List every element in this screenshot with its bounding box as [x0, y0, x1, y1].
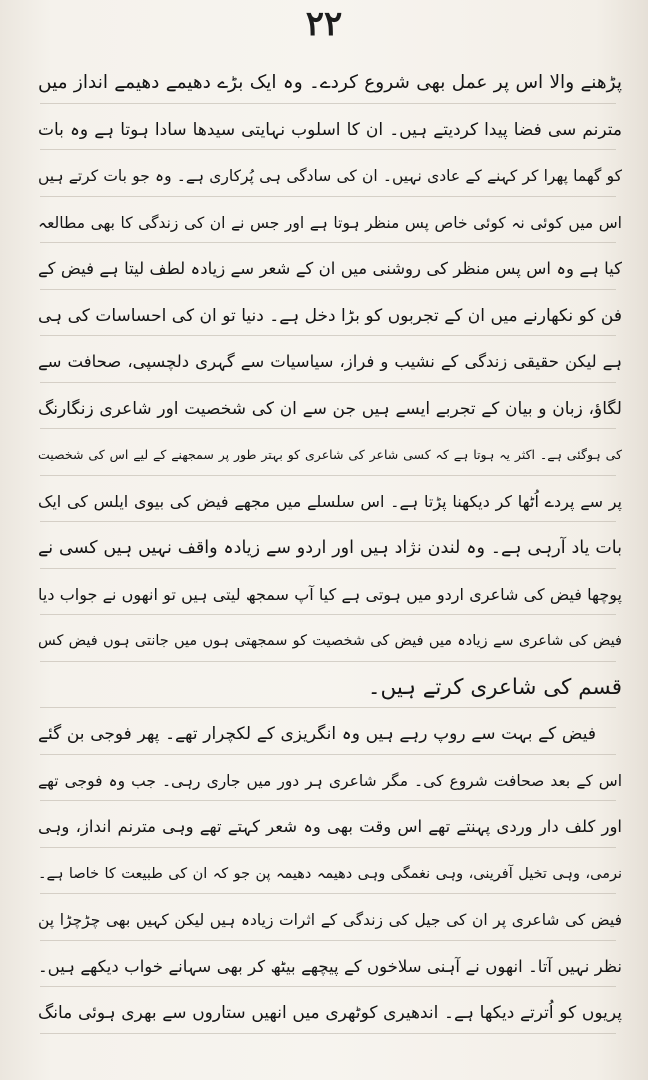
text-line-20: نظر نہیں آتا۔ انھوں نے آہنی سلاخوں کے پیچھے بیٹھ کر بھی سہانے خواب دیکھے ہیں۔ [38, 946, 622, 993]
text-line-18: نرمی، وہی تخیل آفرینی، وہی نغمگی وہی دھیمہ دھیمہ پن جو کہ ان کی طبیعت کا خاصا ہے۔ [38, 853, 622, 900]
body-text [38, 62, 622, 1039]
text-line-21: پریوں کو اُترتے دیکھا ہے۔ اندھیری کوٹھری میں انھیں ستاروں سے بھری ہوئی مانگ [38, 992, 622, 1039]
text-line-6: فن کو نکھارنے میں ان کے تجربوں کو بڑا دخل ہے۔ دنیا تو ان کی احساسات کی ہی [38, 295, 622, 342]
text-line-3: کو گھما پھرا کر کہنے کے عادی نہیں۔ ان کی سادگی ہی پُرکاری ہے۔ وہ جو بات کرتے ہیں [38, 155, 622, 202]
text-line-7: ہے لیکن حقیقی زندگی کے نشیب و فراز، سیاسیات سے گہری دلچسپی، صحافت سے [38, 341, 622, 388]
text-line-19: فیض کی شاعری پر ان کی جیل کی زندگی کے اثرات زیادہ ہیں لیکن کہیں بھی چڑچڑا پن [38, 899, 622, 946]
text-line-10: پر سے پردے اُٹھا کر دیکھنا پڑتا ہے۔ اس سلسلے میں مجھے فیض کی بیوی ایلس کی ایک [38, 481, 622, 528]
text-line-17: اور کلف دار وردی پہنتے تھے اس وقت بھی وہ شعر کہتے تھے وہی مترنم انداز، وہی [38, 806, 622, 853]
text-line-9: کی ہوگئی ہے۔ اکثر یہ ہوتا ہے کہ کسی شاعر کی شاعری کو بہتر طور پر سمجھنے کے لیے اس کی شخصیت [38, 434, 622, 481]
text-line-8: لگاؤ، زبان و بیان کے تجربے ایسے ہیں جن سے ان کی شخصیت اور شاعری زنگارنگ [38, 388, 622, 435]
text-line-2: مترنم سی فضا پیدا کردیتے ہیں۔ ان کا اسلوب نہایتی سیدھا سادا ہوتا ہے وہ بات [38, 109, 622, 156]
text-line-12: پوچھا فیض کی شاعری اردو میں ہوتی ہے کیا آپ سمجھ لیتی ہیں تو انھوں نے جواب دیا [38, 574, 622, 621]
text-line-1: پڑھنے والا اس پر عمل بھی شروع کردے۔ وہ ایک بڑے دھیمے دھیمے انداز میں [38, 62, 622, 109]
page-number: ۲۲ [305, 4, 343, 44]
text-line-15: فیض کے بہت سے روپ رہے ہیں وہ انگریزی کے لکچرار تھے۔ پھر فوجی بن گئے [38, 713, 622, 760]
text-line-14: قسم کی شاعری کرتے ہیں۔ [38, 667, 622, 714]
text-line-13: فیض کی شاعری سے زیادہ میں فیض کی شخصیت کو سمجھتی ہوں میں جانتی ہوں فیض کس [38, 620, 622, 667]
text-line-16: اس کے بعد صحافت شروع کی۔ مگر شاعری ہر دور میں جاری رہی۔ جب وہ فوجی تھے [38, 760, 622, 807]
text-line-4: اس میں کوئی نہ کوئی خاص پس منظر ہوتا ہے اور جس نے ان کی زندگی کا بھی مطالعہ [38, 202, 622, 249]
text-line-11: بات یاد آرہی ہے۔ وہ لندن نژاد ہیں اور اردو سے زیادہ واقف نہیں ہیں کسی نے [38, 527, 622, 574]
text-line-5: کیا ہے وہ اس پس منظر کی روشنی میں ان کے شعر سے زیادہ لطف لیتا ہے فیض کے [38, 248, 622, 295]
